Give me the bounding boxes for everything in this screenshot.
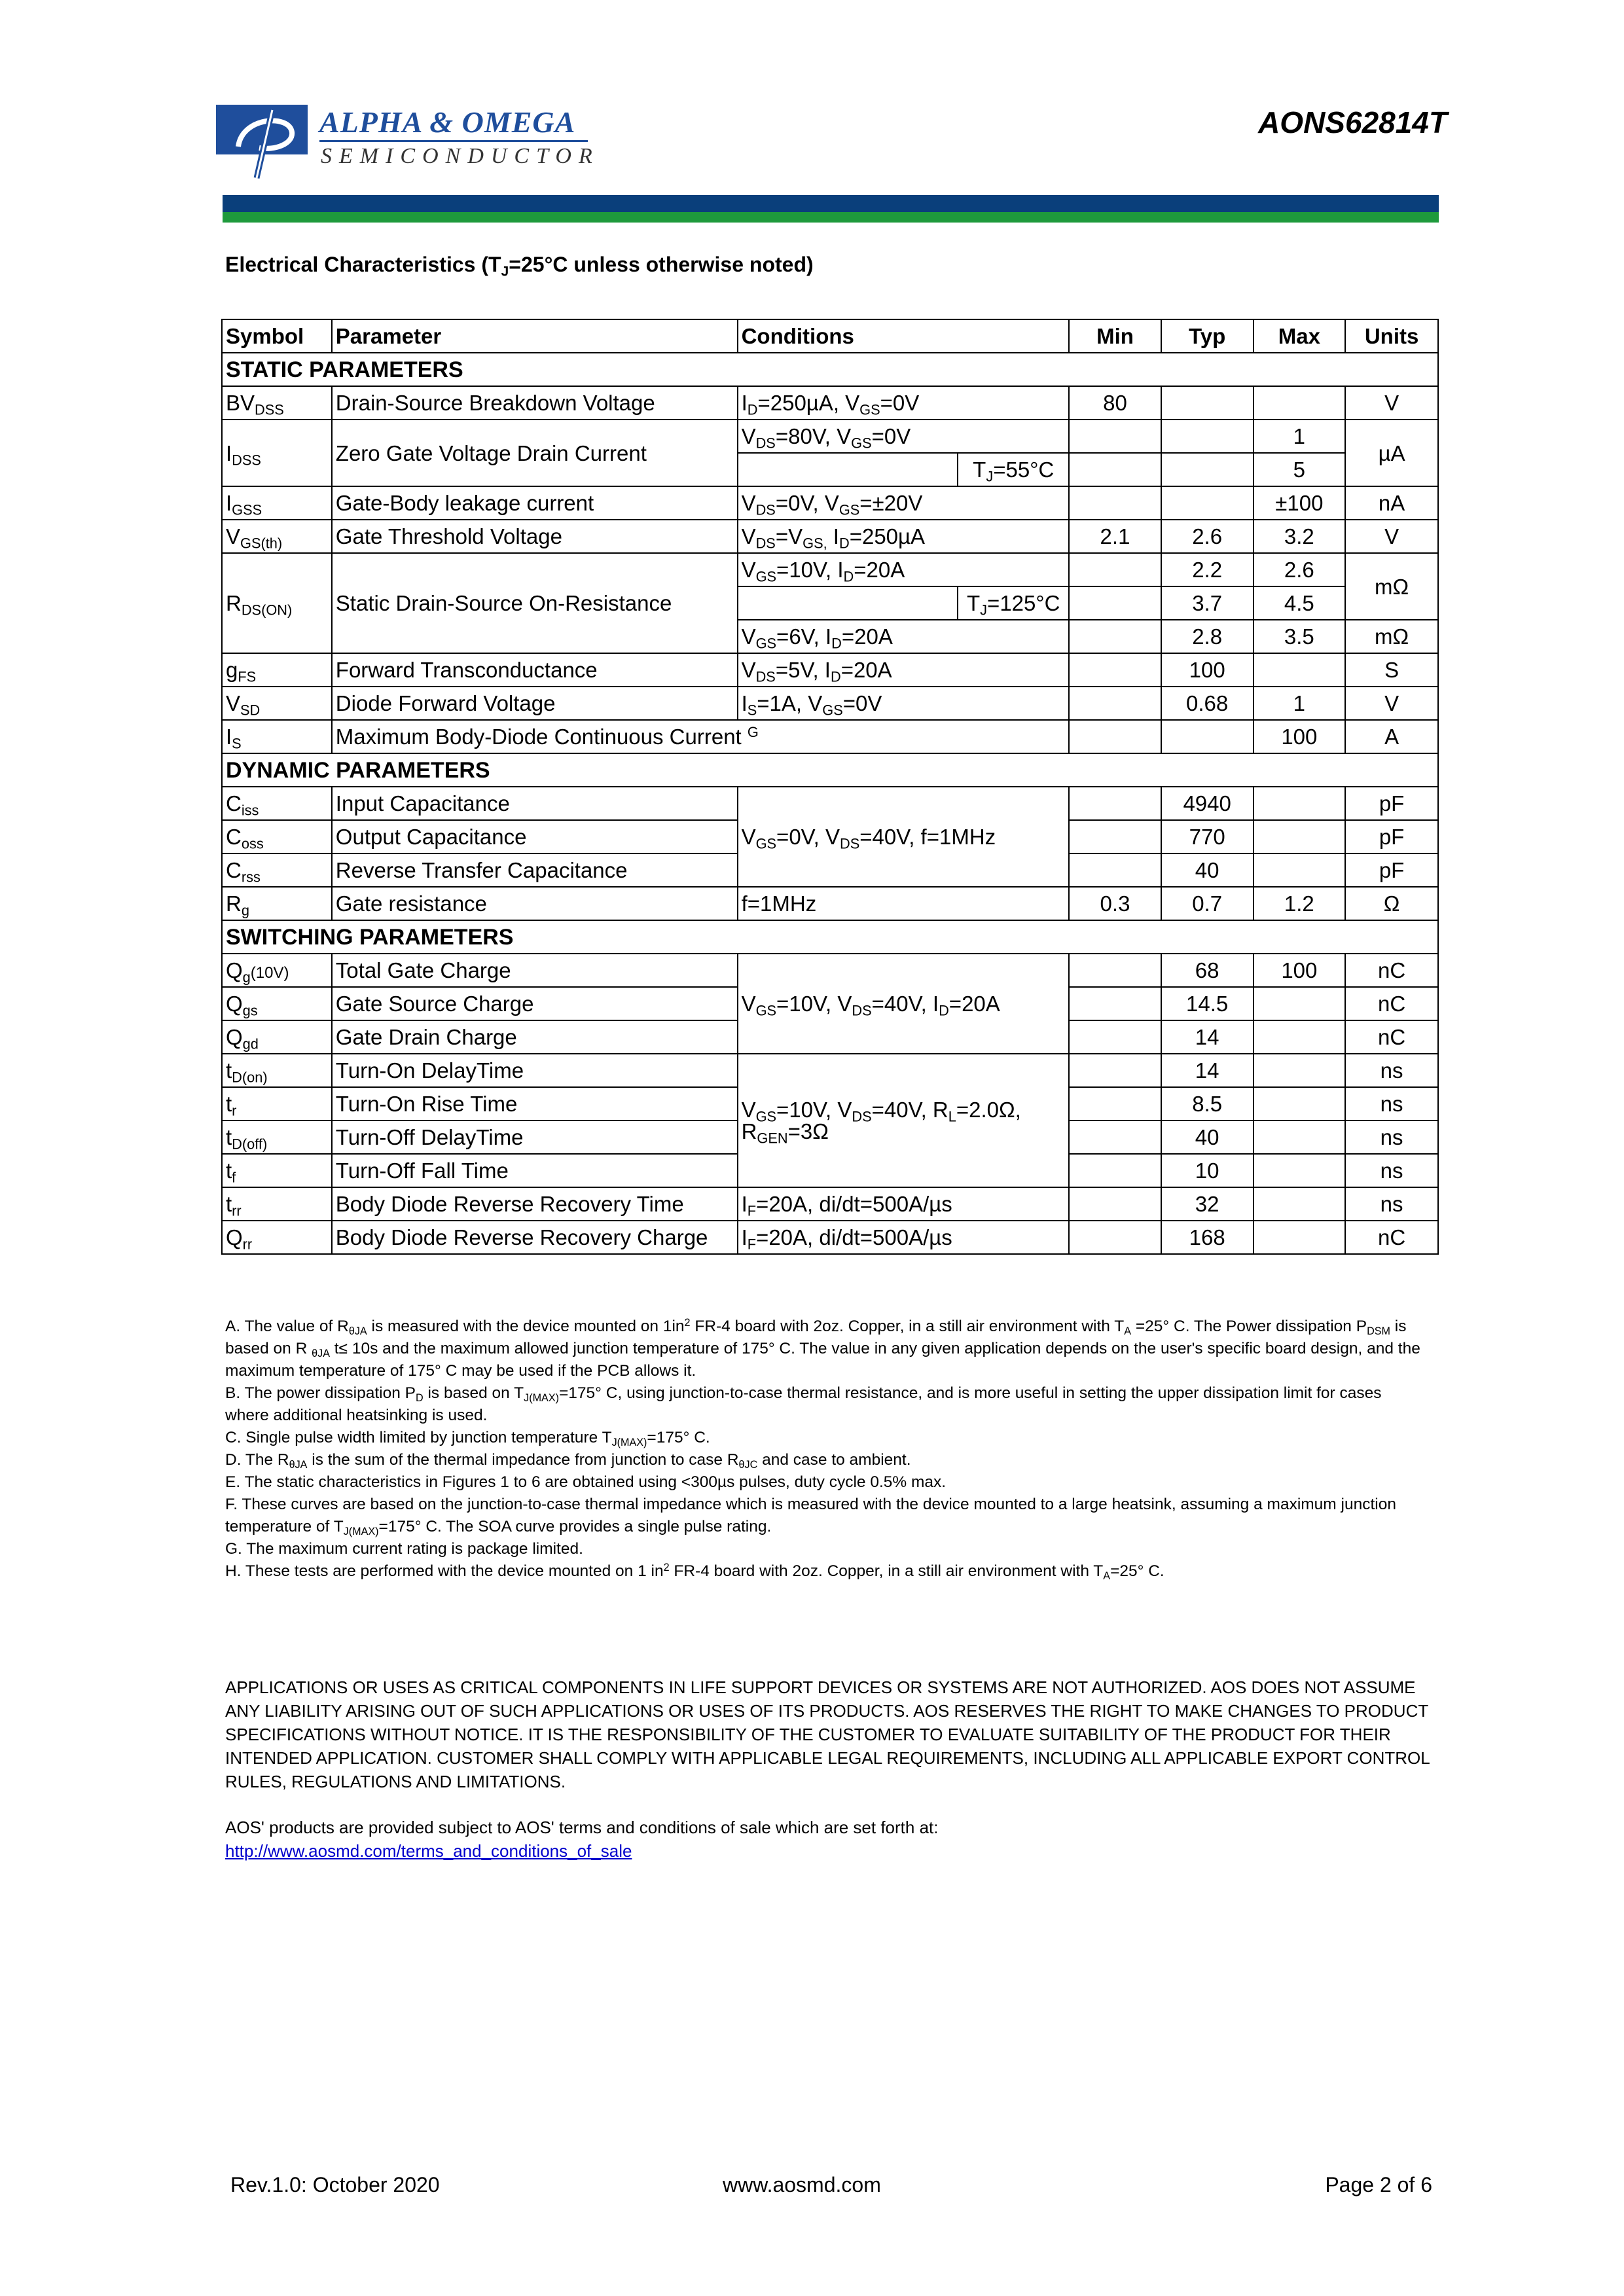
conditions-spacer <box>738 453 958 486</box>
max-cell <box>1254 820 1346 853</box>
parameter-cell: Total Gate Charge <box>332 954 738 987</box>
footnotes <box>225 1316 1423 1583</box>
note-h: H. These tests are performed with the device mounted on 1 $in^2$ FR-4 board with 2oz. Copper, in a still air environment with $T_A=25^\circ$ C. <box>225 1561 1164 1582</box>
note-d: D. The $R_{\theta JA}$ is the sum of the thermal impedance from junction to case $R_{\theta JC}$ and case to ambient. <box>225 1451 911 1471</box>
typ-cell <box>1161 386 1254 420</box>
max-cell: 1 <box>1254 420 1346 453</box>
max-cell: 100 <box>1254 954 1346 987</box>
terms-link[interactable]: http://www.aosmd.com/terms_and_conditions_of_sale <box>225 1841 632 1861</box>
logo-rule <box>319 140 588 142</box>
electrical-characteristics-table <box>221 319 1439 1255</box>
max-cell <box>1254 1054 1346 1087</box>
typ-cell <box>1161 720 1254 753</box>
symbol-cell: $Q_g(10V)$ <box>222 954 332 987</box>
max-cell: 1.2 <box>1254 887 1346 920</box>
conditions-cell: $I_F=20A$, di/dt=500A/µs <box>738 1221 1070 1254</box>
min-cell <box>1069 1221 1161 1254</box>
parameter-cell: Maximum Body-Diode Continuous Current $^G$ <box>332 720 1069 753</box>
table-row <box>222 1187 1438 1221</box>
min-cell <box>1069 620 1161 653</box>
min-cell <box>1069 420 1161 453</box>
units-cell: nC <box>1345 987 1438 1020</box>
parameter-cell: Gate Drain Charge <box>332 1020 738 1054</box>
min-cell: 80 <box>1069 386 1161 420</box>
units-cell: nC <box>1345 1221 1438 1254</box>
parameter-cell: Diode Forward Voltage <box>332 687 738 720</box>
note-a: A. The value of $R_{\theta JA}$ is measured with the device mounted on $1in^2$ FR-4 board with 2oz. Copper, in a still air environment with $T_A =25^\circ$ C. The Power dissipation $P_{DSM}$ is based on R $_{\theta JA}$ t≤ 10s and the maximum allowed junction temperature of 175° C. The value in any given application depends on the user's specific board design, and the maximum temperature of 175° C may be used if the PCB allows it. <box>225 1316 1420 1380</box>
typ-cell: 32 <box>1161 1187 1254 1221</box>
max-cell: 1 <box>1254 687 1346 720</box>
header-parameter: Parameter <box>332 319 738 353</box>
parameter-cell: Turn-On Rise Time <box>332 1087 738 1121</box>
symbol-cell: $Q_{gd}$ <box>222 1020 332 1054</box>
symbol-cell: $t_f$ <box>222 1154 332 1187</box>
conditions-cell: $V_{DS}=80V$, $V_{GS}=0V$ <box>738 420 1070 453</box>
min-cell <box>1069 787 1161 820</box>
legal-disclaimer: APPLICATIONS OR USES AS CRITICAL COMPONENTS IN LIFE SUPPORT DEVICES OR SYSTEMS ARE NOT AUTHORIZED. AOS DOES NOT ASSUME ANY LIABILITY ARISING OUT OF SUCH APPLICATIONS OR USES OF ITS PRODUCTS. AOS RESERVES THE RIGHT TO MAKE CHANGES TO PRODUCT SPECIFICATIONS WITHOUT NOTICE. IT IS THE RESPONSIBILITY OF THE CUSTOMER TO EVALUATE SUITABILITY OF THE PRODUCT FOR THEIR INTENDED APPLICATION. CUSTOMER SHALL COMPLY WITH APPLICABLE LEGAL REQUIREMENTS, INCLUDING ALL APPLICABLE EXPORT CONTROL RULES, REGULATIONS AND LIMITATIONS. <box>225 1677 1430 1791</box>
revision-label: Rev.1.0: October 2020 <box>230 2173 440 2197</box>
max-cell: 5 <box>1254 453 1346 486</box>
min-cell <box>1069 1121 1161 1154</box>
parameter-cell: Body Diode Reverse Recovery Charge <box>332 1221 738 1254</box>
min-cell: 0.3 <box>1069 887 1161 920</box>
dynamic-parameters-title: DYNAMIC PARAMETERS <box>222 753 1438 787</box>
table-row <box>222 1221 1438 1254</box>
table-row <box>222 687 1438 720</box>
units-cell: Ω <box>1345 887 1438 920</box>
table-row <box>222 553 1438 586</box>
max-cell <box>1254 1221 1346 1254</box>
parameter-cell: Gate resistance <box>332 887 738 920</box>
table-row <box>222 386 1438 420</box>
min-cell <box>1069 1020 1161 1054</box>
max-cell <box>1254 853 1346 887</box>
table-row <box>222 1054 1438 1087</box>
typ-cell: 3.7 <box>1161 586 1254 620</box>
min-cell <box>1069 954 1161 987</box>
units-cell: nC <box>1345 1020 1438 1054</box>
symbol-cell: $I_S$ <box>222 720 332 753</box>
parameter-cell: Input Capacitance <box>332 787 738 820</box>
table-row <box>222 520 1438 553</box>
symbol-cell: $C_{iss}$ <box>222 787 332 820</box>
max-cell: 100 <box>1254 720 1346 753</box>
symbol-cell: $g_{FS}$ <box>222 653 332 687</box>
units-cell: µA <box>1345 420 1438 486</box>
min-cell <box>1069 1154 1161 1187</box>
conditions-cell: $V_{GS}=6V$, $I_D=20A$ <box>738 620 1070 653</box>
logo-alpha-omega-icon <box>216 105 314 183</box>
parameter-cell: Output Capacitance <box>332 820 738 853</box>
terms-text: AOS' products are provided subject to AOS' terms and conditions of sale which are set forth at: <box>225 1818 939 1837</box>
parameter-cell: Gate Source Charge <box>332 987 738 1020</box>
parameter-cell: Forward Transconductance <box>332 653 738 687</box>
units-cell: nC <box>1345 954 1438 987</box>
table-row <box>222 653 1438 687</box>
conditions-cell: $V_{GS}=10V$, $V_{DS}=40V$, $R_L=2.0\Omega$, $R_{GEN}=3\Omega$ <box>738 1054 1070 1187</box>
max-cell: 3.2 <box>1254 520 1346 553</box>
units-cell: V <box>1345 687 1438 720</box>
units-cell: ns <box>1345 1121 1438 1154</box>
min-cell <box>1069 653 1161 687</box>
symbol-cell: $I_{DSS}$ <box>222 420 332 486</box>
min-cell <box>1069 1054 1161 1087</box>
max-cell <box>1254 1187 1346 1221</box>
table-row <box>222 420 1438 453</box>
conditions-temp-cell: $T_J=125^\circ C$ <box>958 586 1069 620</box>
parameter-cell: Zero Gate Voltage Drain Current <box>332 420 738 486</box>
symbol-cell: $t_{D(off)}$ <box>222 1121 332 1154</box>
conditions-cell: $V_{DS}=5V$, $I_D=20A$ <box>738 653 1070 687</box>
symbol-cell: $R_g$ <box>222 887 332 920</box>
max-cell <box>1254 787 1346 820</box>
static-parameters-title: STATIC PARAMETERS <box>222 353 1438 386</box>
parameter-cell: Turn-Off DelayTime <box>332 1121 738 1154</box>
min-cell <box>1069 553 1161 586</box>
typ-cell: 40 <box>1161 1121 1254 1154</box>
symbol-cell: $I_{GSS}$ <box>222 486 332 520</box>
units-cell: mΩ <box>1345 620 1438 653</box>
min-cell <box>1069 853 1161 887</box>
max-cell <box>1254 1020 1346 1054</box>
symbol-cell: $t_{rr}$ <box>222 1187 332 1221</box>
typ-cell: 100 <box>1161 653 1254 687</box>
header-band-blue <box>223 195 1439 212</box>
min-cell <box>1069 720 1161 753</box>
conditions-cell: $I_S=1A$, $V_{GS}=0V$ <box>738 687 1070 720</box>
max-cell <box>1254 1087 1346 1121</box>
note-b: B. The power dissipation $P_D$ is based on $T_{J(MAX)}=175^\circ$ C, using junction-to-case thermal resistance, and is more useful in setting the upper dissipation limit for cases where additional heatsinking is used. <box>225 1384 1382 1424</box>
symbol-cell: $t_r$ <box>222 1087 332 1121</box>
typ-cell: 0.68 <box>1161 687 1254 720</box>
parameter-cell: Gate-Body leakage current <box>332 486 738 520</box>
units-cell: S <box>1345 653 1438 687</box>
company-name: ALPHA & OMEGA <box>319 105 576 139</box>
min-cell <box>1069 1087 1161 1121</box>
section-title: Electrical Characteristics ($T_J=25^\circ C$ unless otherwise noted) <box>225 253 814 279</box>
parameter-cell: Drain-Source Breakdown Voltage <box>332 386 738 420</box>
parameter-cell: Reverse Transfer Capacitance <box>332 853 738 887</box>
typ-cell <box>1161 420 1254 453</box>
conditions-temp-cell: $T_J=55^\circ C$ <box>958 453 1069 486</box>
max-cell: ±100 <box>1254 486 1346 520</box>
units-cell: pF <box>1345 787 1438 820</box>
typ-cell <box>1161 453 1254 486</box>
parameter-cell: Static Drain-Source On-Resistance <box>332 553 738 653</box>
table-row <box>222 954 1438 987</box>
section-row-dynamic <box>222 753 1438 787</box>
symbol-cell: $R_{DS(ON)}$ <box>222 553 332 653</box>
units-cell: pF <box>1345 820 1438 853</box>
min-cell <box>1069 486 1161 520</box>
note-f: F. These curves are based on the junction-to-case thermal impedance which is measured with the device mounted to a large heatsink, assuming a maximum junction temperature of $T_{J(MAX)}=175^\circ$ C. The SOA curve provides a single pulse rating. <box>225 1496 1396 1537</box>
table-row <box>222 720 1438 753</box>
typ-cell: 14 <box>1161 1020 1254 1054</box>
units-cell: A <box>1345 720 1438 753</box>
typ-cell: 2.6 <box>1161 520 1254 553</box>
conditions-cell: $I_D=250\mu A$, $V_{GS}=0V$ <box>738 386 1070 420</box>
symbol-cell: $C_{rss}$ <box>222 853 332 887</box>
symbol-cell: $V_{SD}$ <box>222 687 332 720</box>
typ-cell: 14.5 <box>1161 987 1254 1020</box>
conditions-cell: f=1MHz <box>738 887 1070 920</box>
conditions-spacer <box>738 586 958 620</box>
symbol-cell: $C_{oss}$ <box>222 820 332 853</box>
typ-cell: 14 <box>1161 1054 1254 1087</box>
note-e: E. The static characteristics in Figures 1 to 6 are obtained using <300µs pulses, duty cycle 0.5% max. <box>225 1473 947 1491</box>
min-cell <box>1069 1187 1161 1221</box>
units-cell: V <box>1345 386 1438 420</box>
parameter-cell: Turn-Off Fall Time <box>332 1154 738 1187</box>
header-min: Min <box>1069 319 1161 353</box>
max-cell: 3.5 <box>1254 620 1346 653</box>
symbol-cell: $Q_{rr}$ <box>222 1221 332 1254</box>
units-cell: pF <box>1345 853 1438 887</box>
max-cell <box>1254 386 1346 420</box>
min-cell <box>1069 453 1161 486</box>
typ-cell: 4940 <box>1161 787 1254 820</box>
typ-cell: 0.7 <box>1161 887 1254 920</box>
typ-cell: 770 <box>1161 820 1254 853</box>
units-cell: mΩ <box>1345 553 1438 620</box>
header-max: Max <box>1254 319 1346 353</box>
min-cell <box>1069 820 1161 853</box>
parameter-cell: Turn-On DelayTime <box>332 1054 738 1087</box>
typ-cell: 8.5 <box>1161 1087 1254 1121</box>
units-cell: V <box>1345 520 1438 553</box>
conditions-cell: $V_{GS}=10V$, $I_D=20A$ <box>738 553 1070 586</box>
page-number: Page 2 of 6 <box>1325 2173 1432 2197</box>
typ-cell: 2.2 <box>1161 553 1254 586</box>
header-typ: Typ <box>1161 319 1254 353</box>
min-cell <box>1069 987 1161 1020</box>
max-cell <box>1254 1121 1346 1154</box>
parameter-cell: Body Diode Reverse Recovery Time <box>332 1187 738 1221</box>
header-band-green <box>223 212 1439 223</box>
header-symbol: Symbol <box>222 319 332 353</box>
header-units: Units <box>1345 319 1438 353</box>
company-subtitle: SEMICONDUCTOR <box>321 144 600 168</box>
max-cell: 2.6 <box>1254 553 1346 586</box>
note-g: G. The maximum current rating is package limited. <box>225 1540 583 1558</box>
table-row <box>222 787 1438 820</box>
table-row <box>222 887 1438 920</box>
conditions-cell: $V_{GS}=10V$, $V_{DS}=40V$, $I_D=20A$ <box>738 954 1070 1054</box>
switching-parameters-title: SWITCHING PARAMETERS <box>222 920 1438 954</box>
note-c: C. Single pulse width limited by junction temperature $T_{J(MAX)}=175^\circ$ C. <box>225 1429 710 1448</box>
conditions-cell: $V_{DS}=V_{GS,}$ $I_D=250\mu A$ <box>738 520 1070 553</box>
units-cell: ns <box>1345 1187 1438 1221</box>
typ-cell: 2.8 <box>1161 620 1254 653</box>
parameter-cell: Gate Threshold Voltage <box>332 520 738 553</box>
typ-cell: 68 <box>1161 954 1254 987</box>
symbol-cell: $t_{D(on)}$ <box>222 1054 332 1087</box>
units-cell: nA <box>1345 486 1438 520</box>
min-cell <box>1069 586 1161 620</box>
max-cell <box>1254 1154 1346 1187</box>
conditions-cell: $I_F=20A$, di/dt=500A/µs <box>738 1187 1070 1221</box>
typ-cell: 10 <box>1161 1154 1254 1187</box>
min-cell <box>1069 687 1161 720</box>
units-cell: ns <box>1345 1087 1438 1121</box>
terms-block <box>225 1816 1436 1863</box>
conditions-cell: $V_{GS}=0V$, $V_{DS}=40V$, f=1MHz <box>738 787 1070 887</box>
symbol-cell: $V_{GS(th)}$ <box>222 520 332 553</box>
symbol-cell: $BV_{DSS}$ <box>222 386 332 420</box>
typ-cell <box>1161 486 1254 520</box>
website-label: www.aosmd.com <box>723 2173 881 2197</box>
header-conditions: Conditions <box>738 319 1070 353</box>
table-row <box>222 486 1438 520</box>
part-number: AONS62814T <box>1258 105 1447 139</box>
max-cell <box>1254 653 1346 687</box>
conditions-cell: $V_{DS}=0V$, $V_{GS}=\pm 20V$ <box>738 486 1070 520</box>
section-row-switching <box>222 920 1438 954</box>
units-cell: ns <box>1345 1154 1438 1187</box>
typ-cell: 168 <box>1161 1221 1254 1254</box>
min-cell: 2.1 <box>1069 520 1161 553</box>
typ-cell: 40 <box>1161 853 1254 887</box>
company-logo <box>216 105 600 183</box>
max-cell <box>1254 987 1346 1020</box>
symbol-cell: $Q_{gs}$ <box>222 987 332 1020</box>
section-row-static <box>222 353 1438 386</box>
table-header-row <box>222 319 1438 353</box>
max-cell: 4.5 <box>1254 586 1346 620</box>
units-cell: ns <box>1345 1054 1438 1087</box>
